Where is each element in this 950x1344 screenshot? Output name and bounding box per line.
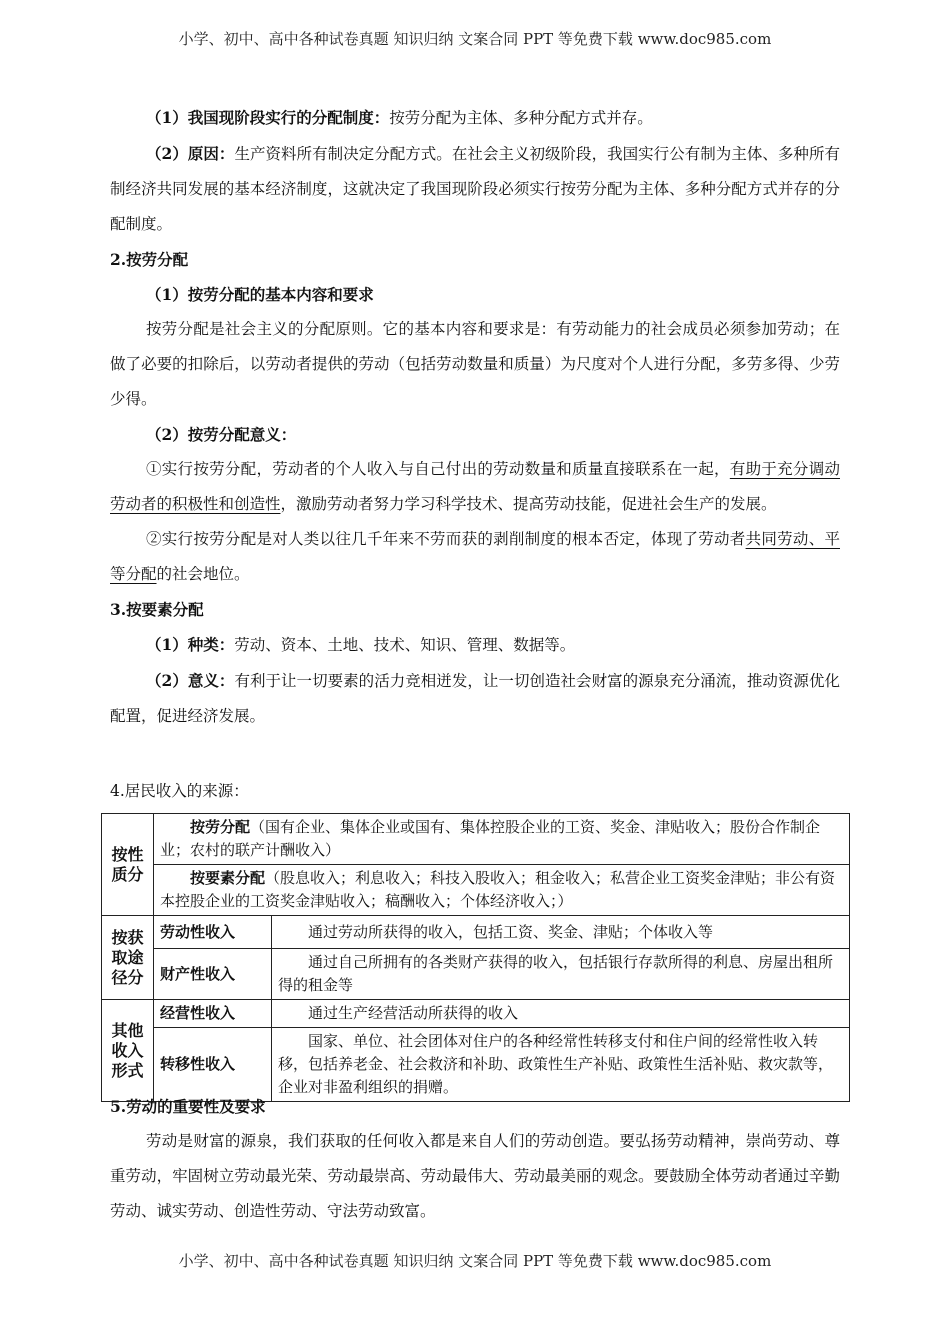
item-text: 有利于让一切要素的活力竞相迸发，让一切创造社会财富的源泉充分涌流，推动资源优化配置，促进经济发展。	[110, 672, 840, 725]
row-text: （国有企业、集体企业或国有、集体控股企业的工资、奖金、津贴收入；股份合作制企业；农村的联产计酬收入）	[160, 818, 821, 859]
text: ，激励劳动者努力学习科学技术、提高劳动技能，促进社会生产的发展。	[280, 495, 777, 513]
item-text: 生产资料所有制决定分配方式。在社会主义初级阶段，我国实行公有制为主体、多种所有制经济共同发展的基本经济制度，这就决定了我国现阶段必须实行按劳分配为主体、多种分配方式并存的分配制度。	[110, 145, 840, 233]
income-sources-table	[101, 813, 850, 1102]
table-row	[154, 865, 850, 916]
item-label: （2）原因：	[146, 144, 235, 163]
page-footer: 小学、初中、高中各种试卷真题 知识归纳 文案合同 PPT 等免费下载 www.doc985.com	[178, 1252, 772, 1270]
item-text: 劳动、资本、土地、技术、知识、管理、数据等。	[234, 636, 576, 654]
row-label: 转移性收入	[154, 1028, 272, 1102]
subheading-significance: （2）按劳分配意义：	[146, 425, 297, 444]
row-text: 通过生产经营活动所获得的收入	[272, 1000, 850, 1028]
group-other-forms: 其他收入形式	[102, 1000, 154, 1102]
item-text: 按劳分配为主体、多种分配方式并存。	[389, 109, 653, 127]
item-label: （1）我国现阶段实行的分配制度：	[146, 108, 390, 127]
section-heading-5: 5.劳动的重要性及要求	[110, 1097, 266, 1116]
main-content	[110, 100, 840, 734]
section-heading-2: 2.按劳分配	[110, 250, 189, 269]
subheading-content: （1）按劳分配的基本内容和要求	[146, 285, 374, 304]
table-row	[154, 814, 850, 865]
page-header: 小学、初中、高中各种试卷真题 知识归纳 文案合同 PPT 等免费下载 www.doc985.com	[178, 30, 772, 48]
distribution-system-item	[110, 100, 840, 136]
row-label: 财产性收入	[154, 949, 272, 1000]
labor-paragraph: 劳动是财富的源泉，我们获取的任何收入都是来自人们的劳动创造。要弘扬劳动精神，崇尚劳动、尊重劳动，牢固树立劳动最光荣、劳动最崇高、劳动最伟大、劳动最美丽的观念。要鼓励全体劳动者通过辛勤劳动、诚实劳动、创造性劳动、守法劳动致富。	[110, 1132, 840, 1220]
section-heading-4: 4.居民收入的来源：	[110, 782, 249, 800]
content-paragraph: 按劳分配是社会主义的分配原则。它的基本内容和要求是：有劳动能力的社会成员必须参加劳动；在做了必要的扣除后，以劳动者提供的劳动（包括劳动数量和质量）为尺度对个人进行分配，多劳多得、少劳少得。	[110, 320, 840, 408]
row-label: 按劳分配	[190, 818, 251, 836]
item-label: （1）种类：	[146, 635, 235, 654]
underlined-text: 有助于充分调动劳动者的积极性和创造性	[110, 460, 840, 513]
significance-point-1	[110, 452, 840, 522]
item-label: （2）意义：	[146, 671, 235, 690]
text: ②实行按劳分配是对人类以往几千年来不劳而获的剥削制度的根本否定，体现了劳动者	[146, 530, 746, 548]
row-label: 按要素分配	[190, 869, 266, 887]
text: 的社会地位。	[156, 565, 250, 583]
row-text: 国家、单位、社会团体对住户的各种经常性转移支付和住户间的经常性收入转移，包括养老金、社会救济和补助、政策性生产补贴、政策性生活补贴、救灾款等，企业对非盈利组织的捐赠。	[272, 1028, 850, 1102]
significance-point-2	[110, 522, 840, 592]
section-heading-3: 3.按要素分配	[110, 600, 204, 619]
row-label: 经营性收入	[154, 1000, 272, 1028]
text: ①实行按劳分配，劳动者的个人收入与自己付出的劳动数量和质量直接联系在一起，	[146, 460, 730, 478]
row-text: 通过自己所拥有的各类财产获得的收入，包括银行存款所得的利息、房屋出租所得的租金等	[272, 949, 850, 1000]
row-text: 通过劳动所获得的收入，包括工资、奖金、津贴；个体收入等	[272, 916, 850, 949]
row-label: 劳动性收入	[154, 916, 272, 949]
group-by-nature: 按性质分	[102, 814, 154, 916]
row-text: （股息收入；利息收入；科技入股收入；租金收入；私营企业工资奖金津贴；非公有资本控股企业的工资奖金津贴收入；稿酬收入；个体经济收入；）	[160, 869, 836, 910]
types-item	[110, 627, 840, 663]
section-5	[110, 1089, 840, 1229]
reason-item	[110, 136, 840, 242]
meaning-item	[110, 663, 840, 734]
underlined-text: 共同劳动、平等分配	[110, 530, 840, 583]
group-by-channel: 按获取途径分	[102, 916, 154, 1000]
